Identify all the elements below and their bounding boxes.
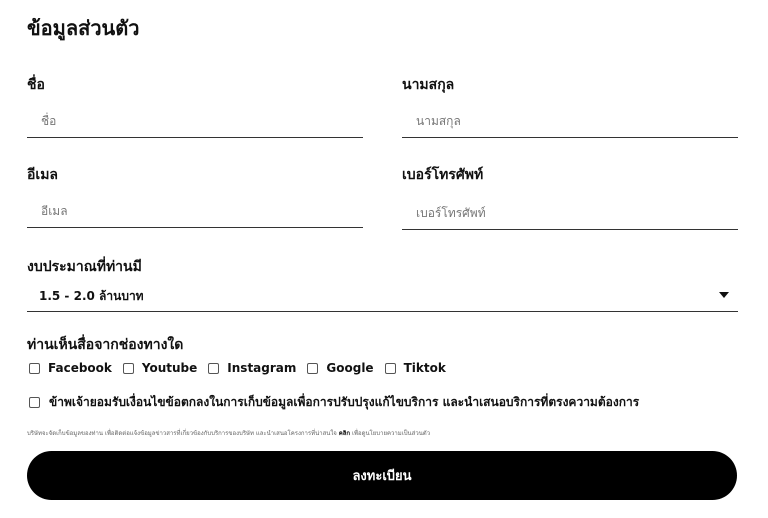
- email-label: อีเมล: [27, 167, 59, 183]
- form-title: ข้อมูลส่วนตัว: [27, 16, 140, 40]
- budget-select[interactable]: [27, 280, 738, 312]
- youtube-label: Youtube: [141, 361, 198, 375]
- source-option-facebook[interactable]: [29, 361, 112, 375]
- facebook-label: Facebook: [48, 361, 112, 375]
- youtube-checkbox[interactable]: [123, 363, 134, 374]
- source-option-tiktok[interactable]: [385, 361, 446, 375]
- consent-label: ข้าพเจ้ายอมรับเงื่อนไขข้อตกลงในการเก็บข้อมูลเพื่อการปรับปรุงแก้ไขบริการ และนำเสนอบริการที่ตรงความต้องการ: [49, 395, 640, 409]
- lastname-input[interactable]: [402, 104, 738, 138]
- source-option-youtube[interactable]: [123, 361, 197, 375]
- phone-label: เบอร์โทรศัพท์: [402, 167, 484, 183]
- facebook-checkbox[interactable]: [29, 363, 40, 374]
- register-button[interactable]: ลงทะเบียน: [27, 451, 737, 500]
- tiktok-label: Tiktok: [403, 361, 446, 375]
- email-input[interactable]: [27, 194, 363, 228]
- google-label: Google: [326, 361, 374, 375]
- budget-label: งบประมาณที่ท่านมี: [27, 259, 142, 275]
- source-option-google[interactable]: [307, 361, 373, 375]
- budget-selected-value: 1.5 - 2.0 ล้านบาท: [39, 289, 144, 303]
- consent-option[interactable]: [29, 393, 639, 412]
- privacy-notice-text: บริษัทจะจัดเก็บข้อมูลของท่าน เพื่อติดต่อแจ้งข้อมูลข่าวสารที่เกี่ยวข้องกับบริการของบริษัท และนำเสนอโครงการที่น่าสนใจ: [27, 430, 337, 437]
- consent-checkbox[interactable]: [29, 397, 40, 408]
- chevron-down-icon: [719, 292, 729, 298]
- source-label: ท่านเห็นสื่อจากช่องทางใด: [27, 337, 184, 353]
- instagram-label: Instagram: [227, 361, 297, 375]
- privacy-notice: [27, 428, 430, 438]
- privacy-policy-link[interactable]: คลิก: [338, 430, 351, 437]
- google-checkbox[interactable]: [307, 363, 318, 374]
- instagram-checkbox[interactable]: [208, 363, 219, 374]
- tiktok-checkbox[interactable]: [385, 363, 396, 374]
- phone-input[interactable]: [402, 196, 738, 230]
- source-options: [29, 361, 457, 375]
- firstname-label: ชื่อ: [27, 77, 45, 93]
- firstname-input[interactable]: [27, 104, 363, 138]
- lastname-label: นามสกุล: [402, 77, 455, 93]
- source-option-instagram[interactable]: [208, 361, 296, 375]
- privacy-notice-suffix: เพื่อดูนโยบายความเป็นส่วนตัว: [351, 430, 431, 437]
